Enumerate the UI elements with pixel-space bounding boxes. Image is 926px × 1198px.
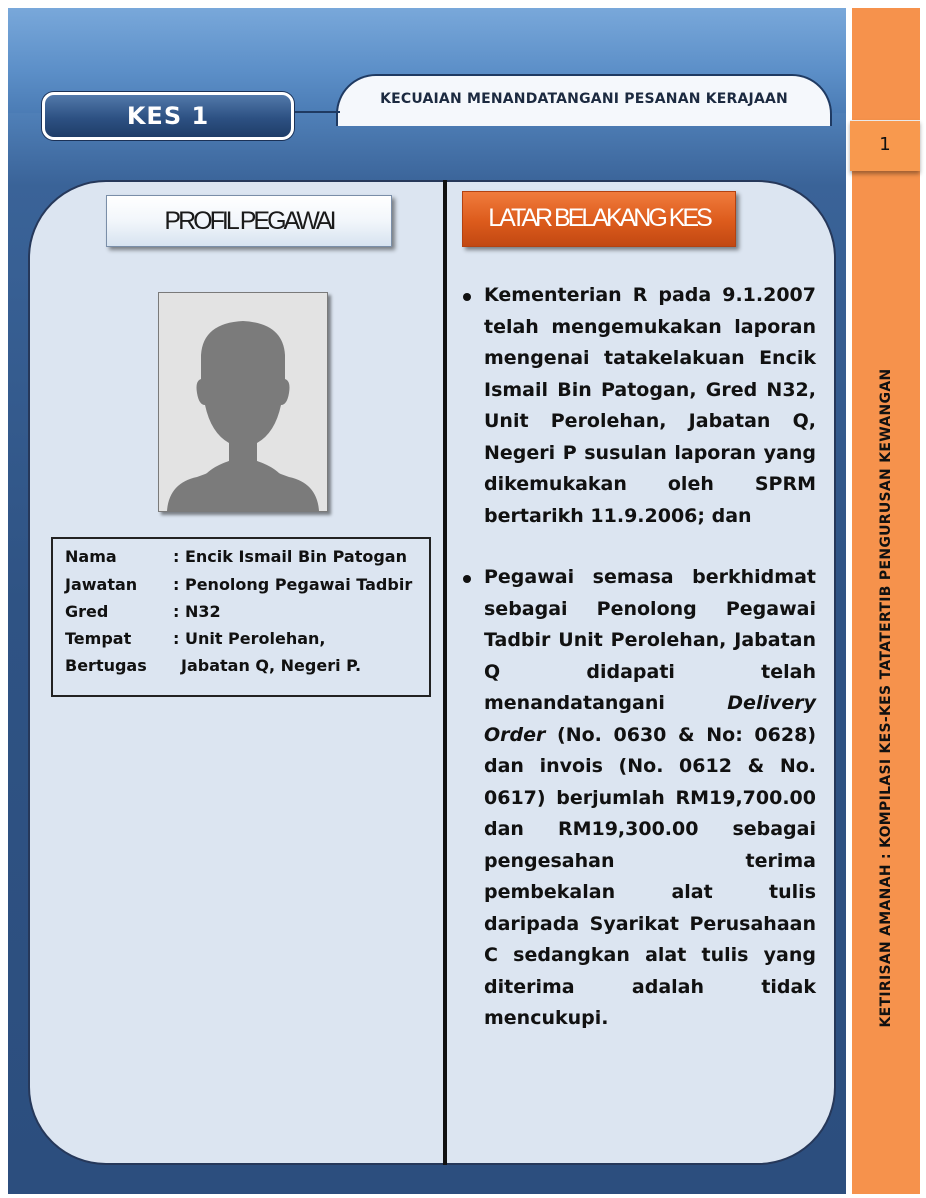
bullet-text: Kementerian R pada 9.1.2007 telah mengemukakan laporan mengenai tatakelakuan Encik Ismail Bin Patogan, Gred N32, Unit Perolehan, Jabatan Q, Negeri P susulan laporan yang dikemukakan oleh SPRM bertarikh 11.9.2006; dan xyxy=(484,284,816,527)
column-divider xyxy=(443,180,447,1165)
field-label: Bertugas xyxy=(65,656,147,675)
field-value: Jabatan Q, Negeri P. xyxy=(181,656,362,675)
bullet-icon xyxy=(463,293,471,301)
field-label: Nama xyxy=(65,547,117,566)
page-number: 1 xyxy=(850,120,920,171)
field-value: : Unit Perolehan, xyxy=(173,629,326,648)
case-background-list xyxy=(462,280,816,1035)
field-value: : Encik Ismail Bin Patogan xyxy=(173,547,407,566)
case-title: KECUAIAN MENANDATANGANI PESANAN KERAJAAN xyxy=(380,91,788,107)
header-connector-line xyxy=(292,111,340,113)
case-badge: KES 1 xyxy=(42,92,294,140)
officer-photo-placeholder xyxy=(158,292,328,512)
field-label: Gred xyxy=(65,602,109,621)
list-item xyxy=(462,562,816,1035)
field-label: Jawatan xyxy=(65,575,138,594)
bullet-text-part: (No. 0630 & No: 0628) dan invois (No. 0612 & No. 0617) berjumlah RM19,700.00 dan RM19,300.00 sebagai pengesahan terima pembekalan alat tulis daripada Syarikat Perusahaan C sedangkan alat tulis yang diterima adalah tidak mencukupi. xyxy=(484,723,816,1029)
background-heading: LATAR BELAKANG KES xyxy=(462,191,736,247)
side-strip-title: KETIRISAN AMANAH : KOMPILASI KES-KES TATATERTIB PENGURUSAN KEWANGAN xyxy=(878,368,894,1028)
bullet-text-italic: Delivery Order xyxy=(484,692,816,746)
field-value: : N32 xyxy=(173,602,221,621)
person-silhouette-icon xyxy=(159,293,327,511)
field-value: : Penolong Pegawai Tadbir xyxy=(173,575,413,594)
bullet-icon xyxy=(463,575,471,583)
profile-details-box xyxy=(51,537,431,697)
field-label: Tempat xyxy=(65,629,132,648)
profile-heading: PROFIL PEGAWAI xyxy=(106,195,392,247)
bullet-text-part: Pegawai semasa berkhidmat sebagai Penolong Pegawai Tadbir Unit Perolehan, Jabatan Q didapati telah menandatangani xyxy=(484,566,816,714)
list-item xyxy=(462,280,816,532)
